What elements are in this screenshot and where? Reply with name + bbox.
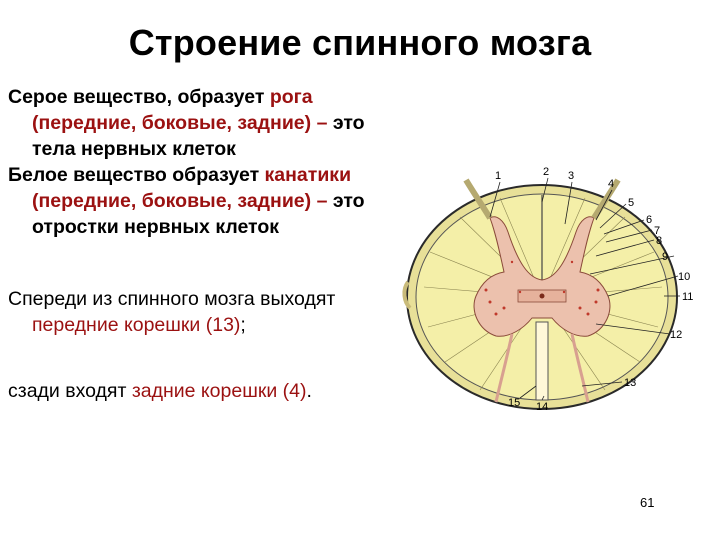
label-11: 11 — [682, 291, 694, 303]
label-14: 14 — [536, 401, 549, 413]
anterior-fissure — [536, 322, 548, 400]
bullet-white-matter — [8, 162, 403, 240]
bullet-front-prefix: Спереди из спинного мозга выходят — [8, 288, 336, 310]
bullet-gray-matter — [8, 84, 403, 162]
bullet-white-prefix: Белое вещество образует — [8, 164, 265, 186]
bullet-gray-prefix: Серое вещество, образует — [8, 86, 270, 108]
bullet-back-highlight: задние корешки (4) — [131, 380, 307, 402]
label-15: 15 — [508, 397, 521, 409]
bullet-white-suffix: это отростки нервных клеток — [32, 190, 365, 238]
bullet-back-roots — [8, 378, 403, 404]
spinal-cord-illustration — [400, 162, 700, 422]
bullet-back-suffix: . — [306, 380, 312, 402]
bullet-front-highlight: передние корешки (13) — [32, 314, 241, 336]
label-4: 4 — [608, 178, 615, 190]
bullet-front-roots — [8, 286, 403, 338]
bullet-back-prefix: сзади входят — [8, 380, 132, 402]
slide-title: Строение спинного мозга — [128, 22, 592, 63]
label-2: 2 — [543, 166, 550, 178]
label-3: 3 — [568, 170, 575, 182]
bullet-front-suffix: ; — [240, 314, 246, 336]
label-6: 6 — [646, 214, 653, 226]
label-9: 9 — [662, 251, 669, 263]
label-5: 5 — [628, 197, 635, 209]
bullet-gray-highlight: рога (передние, боковые, задние) – — [32, 86, 328, 134]
bullet-list — [8, 84, 403, 404]
label-1: 1 — [495, 170, 502, 182]
central-canal — [540, 294, 545, 299]
bullet-white-highlight: канатики (передние, боковые, задние) – — [32, 164, 352, 212]
label-10: 10 — [678, 271, 691, 283]
page-number: 61 — [640, 495, 655, 510]
bullet-gray-suffix: это тела нервных клеток — [32, 112, 365, 160]
label-13: 13 — [624, 377, 637, 389]
label-7: 7 — [654, 225, 661, 237]
spinal-cord-diagram — [400, 162, 700, 422]
label-12: 12 — [670, 329, 683, 341]
label-8: 8 — [656, 235, 663, 247]
